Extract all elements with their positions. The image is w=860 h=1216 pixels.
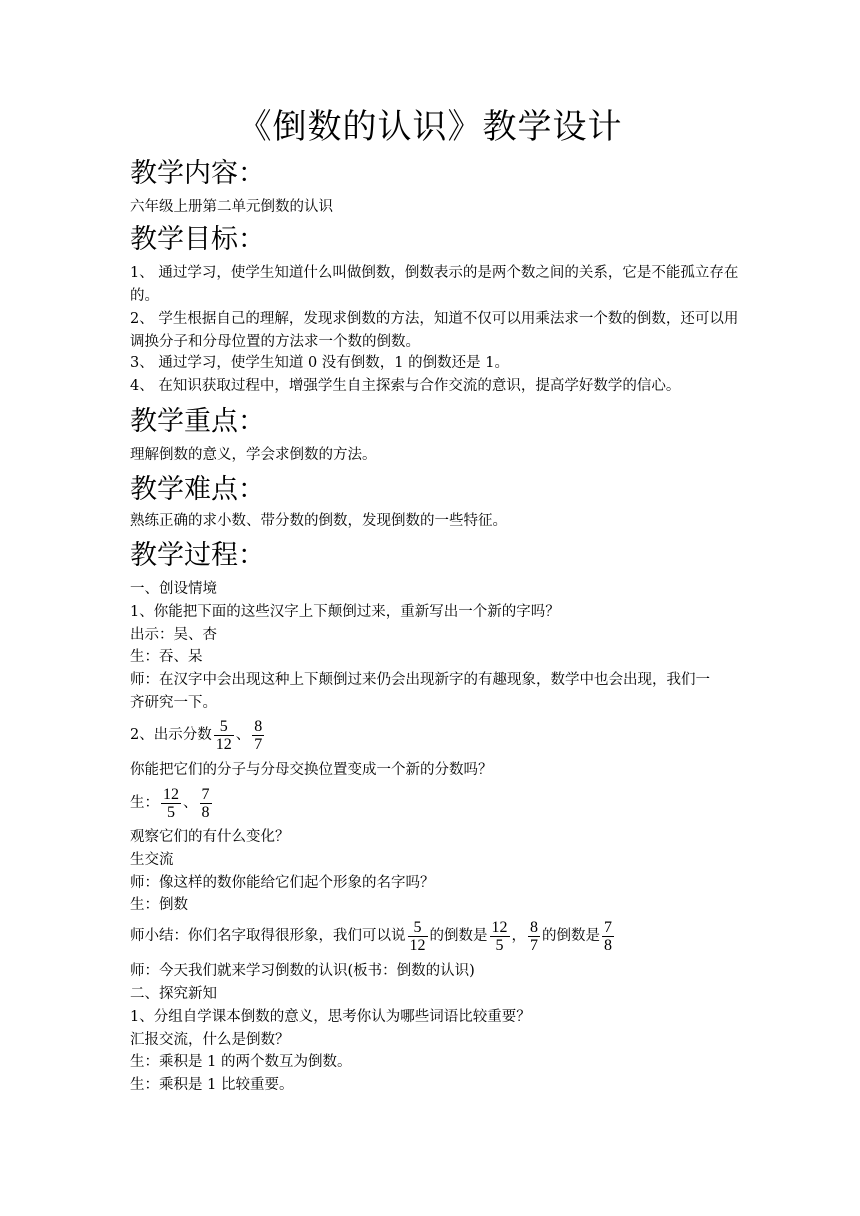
heading-difficulty: 教学难点： [130, 474, 265, 505]
process-line: 师：在汉字中会出现这种上下颠倒过来仍会出现新字的有趣现象，数学中也会出现，我们一 [130, 672, 710, 688]
heading-content: 教学内容： [130, 158, 265, 189]
process-line: 齐研究一下。 [130, 695, 217, 711]
fraction-numerator: 7 [604, 918, 612, 936]
separator: ， [511, 928, 526, 944]
fraction-denominator: 12 [215, 735, 232, 753]
goal-item-2: 2、 学生根据自己的理解，发现求倒数的方法，知道不仅可以用乘法求一个数的倒数，还可以用调换分子和分母位置的方法求一个数的倒数。 [130, 311, 739, 350]
fraction-line-1 [130, 713, 740, 757]
fraction-line-text: 的倒数是 [542, 928, 600, 944]
fraction-8-7 [528, 919, 540, 954]
fraction-numerator: 12 [163, 785, 179, 803]
fraction-line-text: 的倒数是 [429, 928, 488, 944]
process-line: 二、探究新知 [130, 986, 217, 1002]
goal-item-4: 4、 在知识获取过程中，增强学生自主探索与合作交流的意识，提高学好数学的信心。 [130, 378, 681, 394]
process-line: 你能把它们的分子与分母交换位置变成一个新的分数吗？ [130, 762, 493, 778]
heading-goals: 教学目标： [130, 224, 265, 255]
heading-key-point: 教学重点： [130, 406, 265, 437]
fraction-7-8 [200, 786, 212, 821]
fraction-denominator: 5 [167, 803, 175, 821]
fraction-numerator: 8 [530, 918, 538, 936]
fraction-12-5 [161, 786, 181, 821]
fraction-7-8 [602, 919, 614, 954]
fraction-denominator: 8 [201, 803, 210, 821]
fraction-numerator: 8 [254, 717, 263, 735]
process-line: 生交流 [130, 852, 174, 868]
process-line: 生：吞、呆 [130, 649, 203, 665]
fraction-numerator: 7 [201, 785, 210, 803]
process-line: 生：乘积是 1 比较重要。 [130, 1077, 294, 1093]
fraction-denominator: 5 [495, 936, 504, 954]
process-line: 观察它们的有什么变化？ [130, 829, 290, 845]
separator: 、 [235, 727, 251, 743]
process-line: 师：今天我们就来学习倒数的认识(板书：倒数的认识) [130, 963, 475, 979]
fraction-line-3 [130, 914, 740, 958]
fraction-denominator: 7 [254, 735, 263, 753]
content-text: 六年级上册第二单元倒数的认识 [130, 199, 333, 215]
goal-item-1: 1、 通过学习，使学生知道什么叫做倒数，倒数表示的是两个数之间的关系，它是不能孤立存在的。 [130, 265, 739, 304]
document-title: 《倒数的认识》教学设计 [237, 107, 623, 147]
fraction-12-5 [490, 919, 510, 954]
fraction-8-7 [252, 718, 264, 753]
process-line: 生：乘积是 1 的两个数互为倒数。 [130, 1054, 352, 1070]
fraction-denominator: 12 [409, 936, 426, 954]
fraction-numerator: 5 [408, 919, 428, 937]
process-line: 一、创设情境 [130, 581, 217, 597]
fraction-5-12 [214, 718, 234, 753]
fraction-line-text: 师小结：你们名字取得很形象，我们可以说 [130, 928, 406, 944]
fraction-denominator: 8 [604, 936, 612, 954]
fraction-line-2 [130, 781, 740, 825]
fraction-denominator: 7 [530, 936, 538, 954]
separator: 、 [183, 795, 198, 811]
fraction-line-text: 生： [130, 795, 159, 811]
process-line: 1、分组自学课本倒数的意义，思考你认为哪些词语比较重要？ [130, 1009, 531, 1025]
fraction-numerator: 5 [214, 718, 234, 736]
heading-process: 教学过程： [130, 540, 265, 571]
process-line: 师：像这样的数你能给它们起个形象的名字吗？ [130, 875, 435, 891]
fraction-line-text: 2、出示分数 [130, 727, 212, 743]
process-line: 汇报交流，什么是倒数？ [130, 1032, 290, 1048]
difficulty-text: 熟练正确的求小数、带分数的倒数，发现倒数的一些特征。 [130, 513, 507, 529]
process-line: 1、你能把下面的这些汉字上下颠倒过来，重新写出一个新的字吗？ [130, 604, 560, 620]
key-point-text: 理解倒数的意义，学会求倒数的方法。 [130, 447, 377, 463]
process-line: 出示：吴、杏 [130, 627, 217, 643]
fraction-5-12 [408, 919, 428, 954]
goal-item-3: 3、 通过学习，使学生知道 0 没有倒数，1 的倒数还是 1。 [130, 355, 509, 371]
fraction-numerator: 12 [491, 918, 508, 936]
process-line: 生：倒数 [130, 897, 188, 913]
